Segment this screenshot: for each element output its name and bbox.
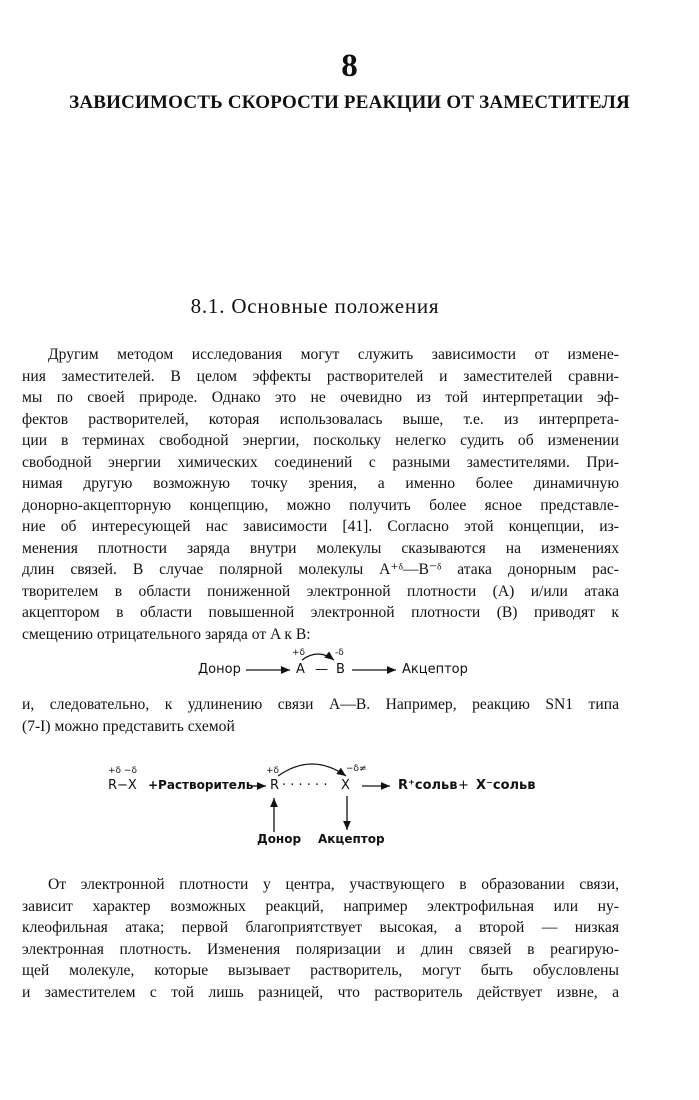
text-line: ния заместителей. В целом эффекты растворителей и заместителей сравни- xyxy=(22,367,619,385)
text-line: ние об интересующей нас зависимости [41]. Согласно этой концепции, из- xyxy=(22,518,619,535)
text-line: фектов растворителей, которая использовалась выше, т.е. из интерпрета- xyxy=(22,410,619,428)
text-line: Другим методом исследования могут служить зависимости от измене- xyxy=(48,346,619,363)
sn1-solvation-scheme xyxy=(100,756,540,856)
chapter-title: ЗАВИСИМОСТЬ СКОРОСТИ РЕАКЦИИ ОТ ЗАМЕСТИТЕЛЯ xyxy=(69,92,630,113)
product-r: R⁺сольв xyxy=(398,778,458,793)
text-line: акцептором в области повышенной электронной плотности (B) приводят к xyxy=(22,604,619,621)
text-line: и, следовательно, к удлинению связи A—B. Например, реакцию SN1 типа xyxy=(22,696,619,713)
acceptor-label: Акцептор xyxy=(318,832,385,846)
text-line: щей молекуле, которые вызывает растворитель, могут быть обусловлены xyxy=(22,962,619,979)
acceptor-label: Акцептор xyxy=(402,662,468,677)
atom-r: R xyxy=(270,778,280,793)
text-line: (7-I) можно представить схемой xyxy=(22,717,235,735)
text-line: и заместителем с той лишь разницей, что растворитель действует извне, а xyxy=(22,983,619,1001)
text-line: зависит характер возможных реакций, например электрофильная или ну- xyxy=(22,897,619,915)
rx-charges: +δ −δ xyxy=(108,766,137,776)
text-line: электронная плотность. Изменения поляризации и длин связей в реагирую- xyxy=(22,940,619,958)
donor-label: Донор xyxy=(198,662,241,677)
atom-a: A xyxy=(296,662,305,677)
bond-dash: — xyxy=(315,662,328,677)
atom-b: B xyxy=(336,662,345,677)
text-line: длин связей. В случае полярной молекулы A⁺ᵟ—B⁻ᵟ атака донорным рас- xyxy=(22,561,619,578)
paragraph-2 xyxy=(22,694,619,737)
curved-arrow-icon xyxy=(278,764,346,776)
text-line: донорно-акцепторную концепцию, можно получить более ясное представле- xyxy=(22,496,619,514)
text-line: нимая другую возможную точку зрения, а именно более динамичную xyxy=(22,475,619,492)
atom-x: X xyxy=(341,778,350,793)
text-line: От электронной плотности у центра, участвующего в образовании связи, xyxy=(48,876,619,893)
text-line: смещению отрицательного заряда от A к B: xyxy=(22,625,311,643)
section-title: 8.1. Основные положения xyxy=(190,294,440,318)
product-x: X⁻сольв xyxy=(476,778,536,793)
charge-plus: +δ xyxy=(292,648,306,658)
dotted-bond: · · · · · · xyxy=(282,778,328,793)
plus-sign: + xyxy=(458,778,469,793)
solvent-label: +Растворитель xyxy=(148,778,254,792)
text-line: мы по своей природе. Однако это не очевидно из той интерпретации эф- xyxy=(22,389,619,406)
charge-minus: -δ xyxy=(335,648,344,658)
donor-label: Донор xyxy=(257,832,302,846)
reactant-rx: R−X xyxy=(108,778,137,793)
chapter-number: 8 xyxy=(341,48,358,84)
text-line: клеофильная атака; первой благоприятствует высокая, а второй — низкая xyxy=(22,919,619,936)
paragraph-3 xyxy=(22,874,619,1003)
text-line: ции в терминах свободной энергии, поскольку нелегко судить об изменении xyxy=(22,432,619,449)
text-line: творителем в области пониженной электронной плотности (A) и/или атака xyxy=(22,582,619,600)
curved-arrow-icon xyxy=(302,654,334,660)
donor-acceptor-scheme xyxy=(170,646,490,686)
x-charge: −δ≠ xyxy=(346,764,367,774)
text-line: менения плотности заряда внутри молекулы сказываются на изменениях xyxy=(22,539,619,557)
paragraph-1 xyxy=(22,344,619,645)
text-line: свободной энергии химических соединений с разными заместителями. При- xyxy=(22,453,619,471)
r-charge: +δ xyxy=(266,766,280,776)
